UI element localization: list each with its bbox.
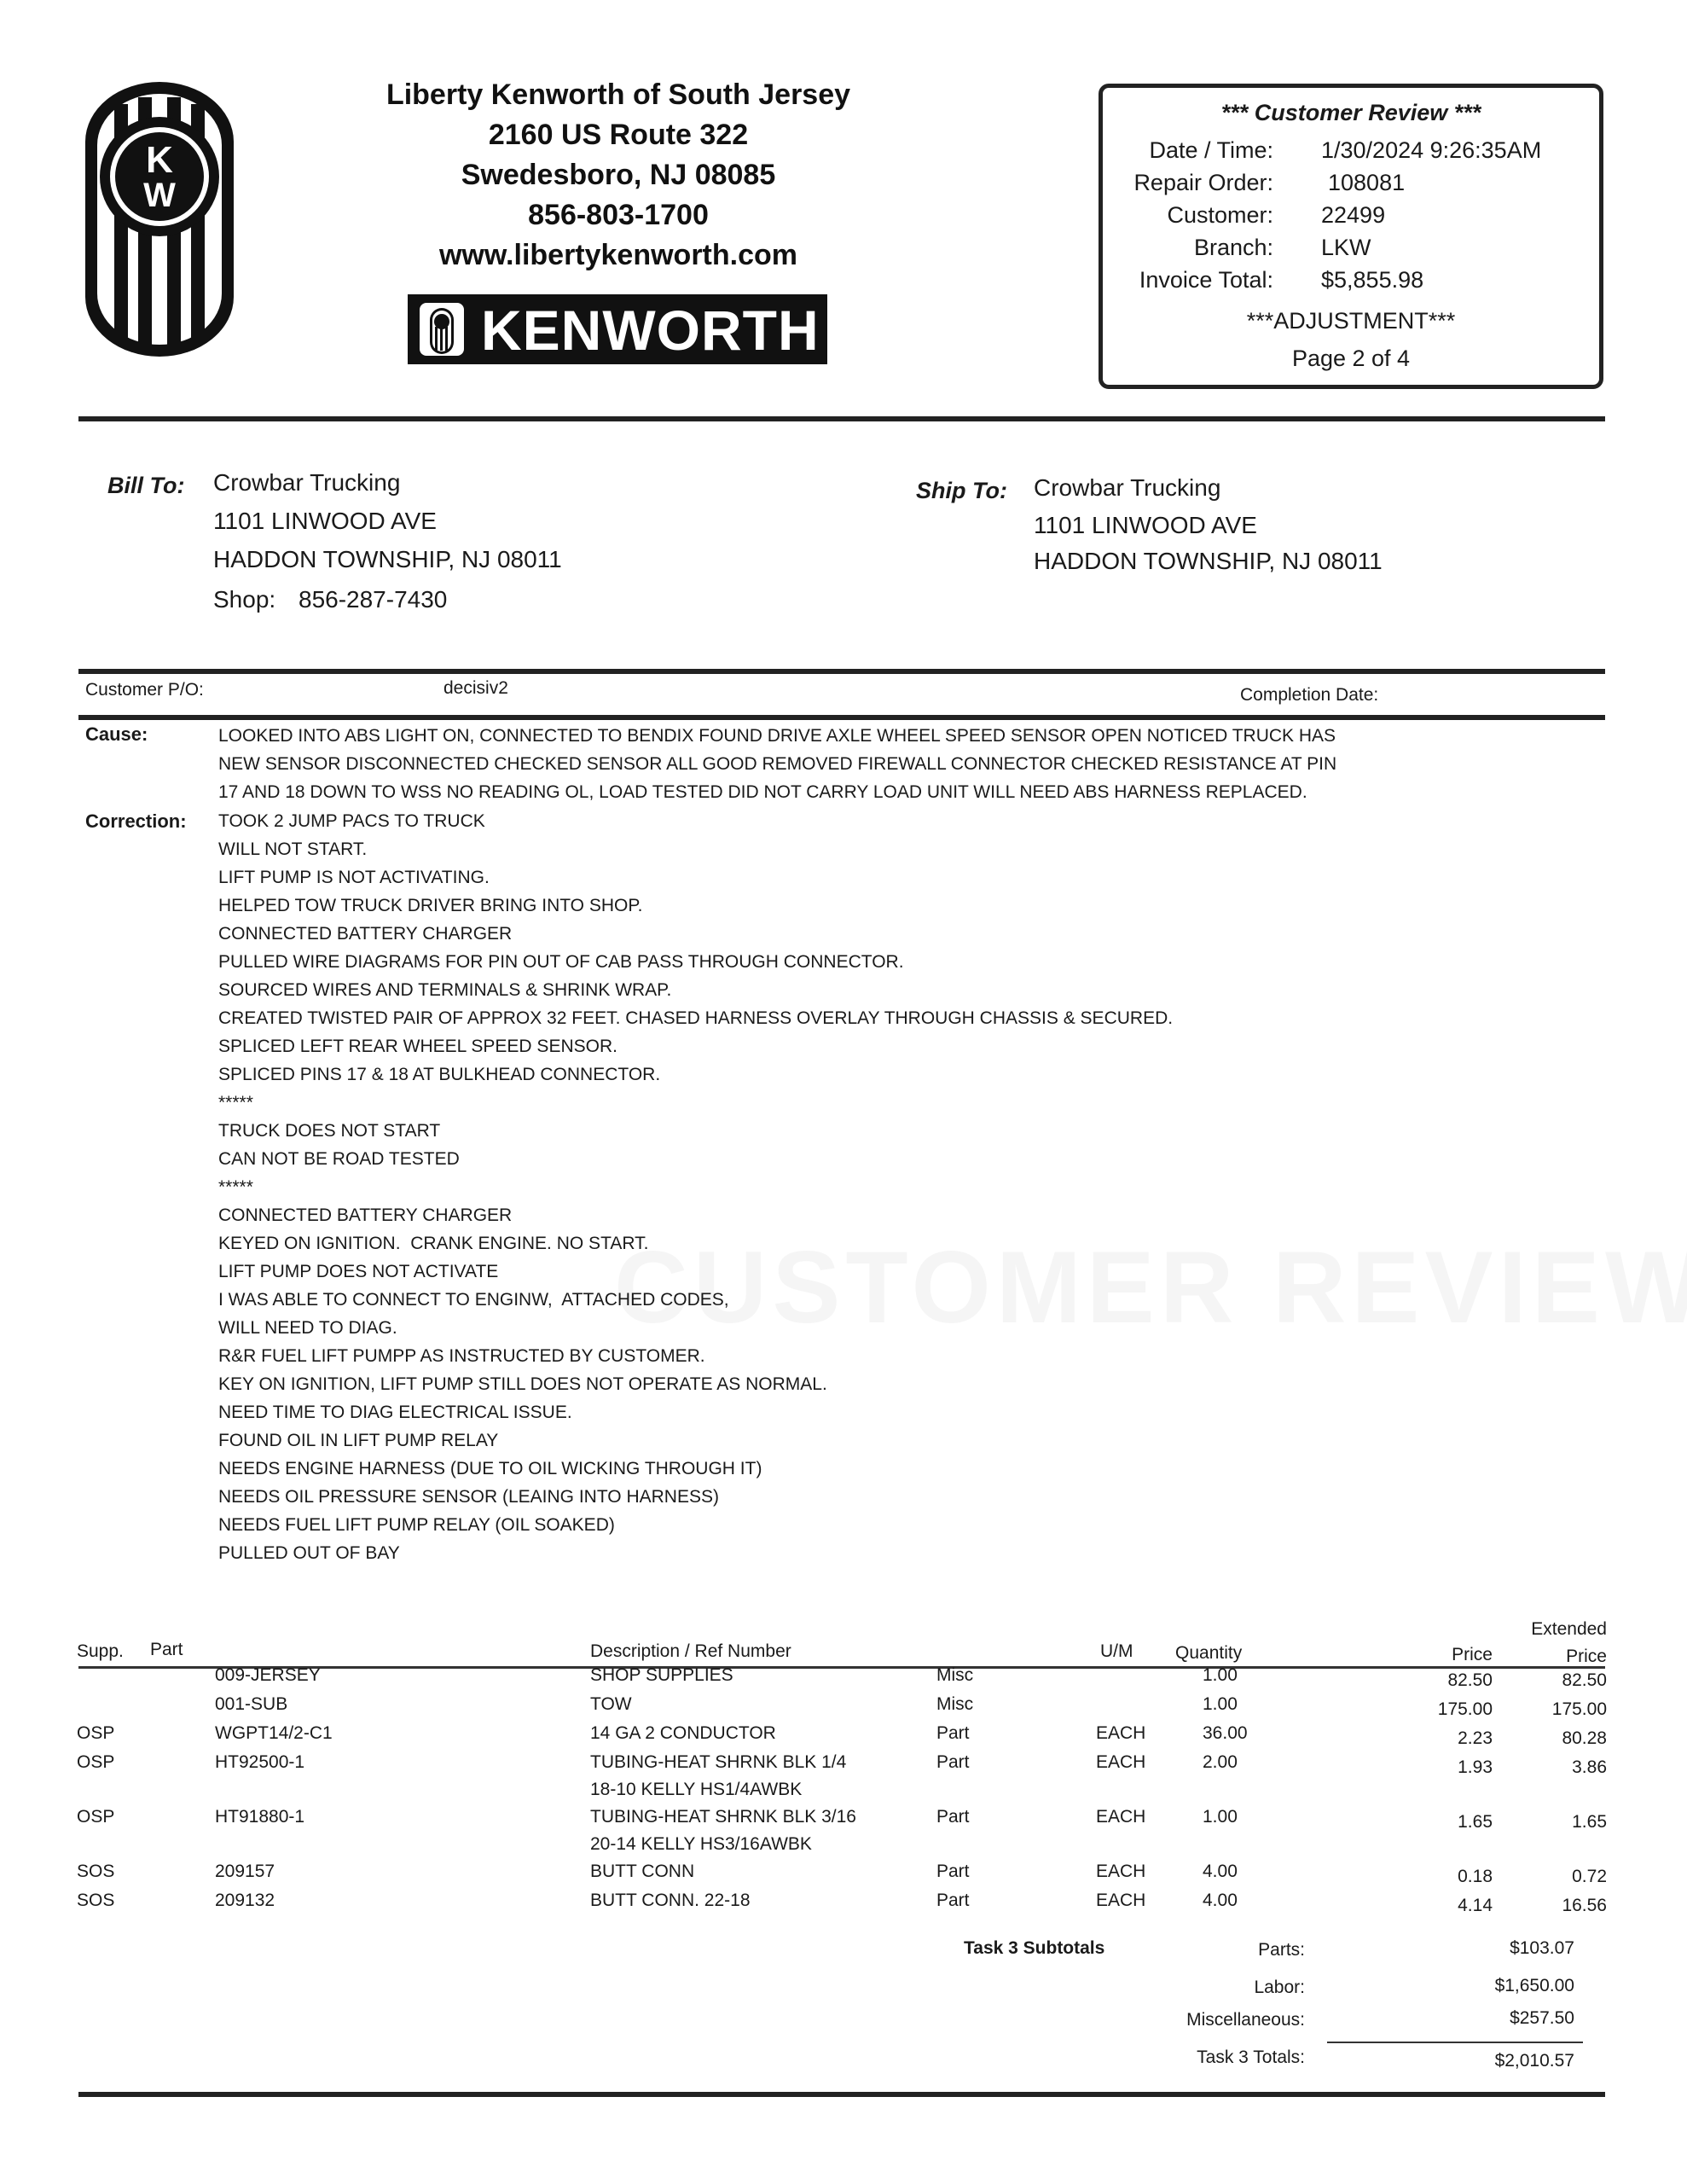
note-line: NEW SENSOR DISCONNECTED CHECKED SENSOR ALL GOOD REMOVED FIREWALL CONNECTOR CHECKED RESISTANCE AT PIN (218, 754, 1337, 774)
cell-type: Part (936, 1862, 970, 1881)
dealer-website[interactable]: www.libertykenworth.com (438, 239, 798, 271)
note-line: CONNECTED BATTERY CHARGER (218, 1205, 513, 1225)
bill-to-shop-label: Shop: (213, 586, 276, 613)
cell-type: Part (936, 1752, 970, 1772)
review-row-date (1103, 137, 1599, 168)
cell-qty: 1.00 (1203, 1665, 1238, 1685)
adjustment-label: ***ADJUSTMENT*** (1246, 308, 1456, 334)
review-title: *** Customer Review *** (1220, 100, 1481, 125)
cell-desc: TOW (590, 1694, 632, 1714)
po-bar-top-rule (78, 669, 1605, 674)
review-label: Repair Order: (1133, 170, 1273, 195)
col-header-extended: Extended (1531, 1619, 1607, 1639)
kenworth-small-emblem-icon (418, 301, 466, 357)
note-line: NEED TIME TO DIAG ELECTRICAL ISSUE. (218, 1403, 572, 1422)
cell-qty: 4.00 (1203, 1891, 1238, 1910)
cell-ext: 3.86 (1572, 1757, 1607, 1777)
task-total-value: $2,010.57 (1494, 2051, 1574, 2071)
cell-type: Misc (936, 1665, 974, 1685)
review-value: $5,855.98 (1321, 267, 1424, 293)
review-row-repair-order (1103, 170, 1599, 200)
correction-label: Correction: (85, 810, 187, 832)
cell-price: 2.23 (1458, 1728, 1493, 1748)
note-line: SPLICED LEFT REAR WHEEL SPEED SENSOR. (218, 1037, 617, 1056)
dealer-city: Swedesboro, NJ 08085 (461, 159, 776, 191)
review-value: 22499 (1321, 202, 1386, 228)
dealer-address: 2160 US Route 322 (488, 119, 749, 151)
logo-letter-w: W (143, 177, 176, 214)
bill-to-street: 1101 LINWOOD AVE (213, 508, 437, 534)
note-line: I WAS ABLE TO CONNECT TO ENGINW, ATTACHED CODES, (218, 1290, 729, 1310)
cell-price: 0.18 (1458, 1867, 1493, 1886)
col-header-price: Price (1452, 1645, 1493, 1664)
note-line: WILL NOT START. (218, 839, 368, 859)
cell-price: 1.65 (1458, 1812, 1493, 1832)
note-line: SPLICED PINS 17 & 18 AT BULKHEAD CONNECTOR. (218, 1065, 661, 1084)
cell-desc: BUTT CONN (590, 1862, 695, 1881)
review-value: 1/30/2024 9:26:35AM (1321, 137, 1542, 163)
review-label: Date / Time: (1149, 137, 1273, 163)
note-line: ***** (218, 1177, 253, 1197)
dealer-info (324, 75, 913, 276)
cell-qty: 4.00 (1203, 1862, 1238, 1881)
cell-part: 001-SUB (215, 1694, 288, 1714)
parts-subtotal-label: Parts: (1258, 1940, 1305, 1960)
dealer-name: Liberty Kenworth of South Jersey (386, 78, 851, 111)
note-line: FOUND OIL IN LIFT PUMP RELAY (218, 1431, 499, 1450)
cell-desc: 14 GA 2 CONDUCTOR (590, 1723, 776, 1743)
page-indicator: Page 2 of 4 (1291, 346, 1411, 371)
review-row-invoice-total (1103, 267, 1599, 298)
note-line: WILL NEED TO DIAG. (218, 1318, 397, 1338)
parts-subtotal-value: $103.07 (1510, 1938, 1574, 1958)
cell-supp: OSP (77, 1807, 115, 1827)
review-label: Customer: (1167, 202, 1273, 228)
totals-rule (1327, 2042, 1583, 2043)
cell-part: 009-JERSEY (215, 1665, 321, 1685)
note-line: KEY ON IGNITION, LIFT PUMP STILL DOES NOT OPERATE AS NORMAL. (218, 1374, 827, 1394)
cell-ext: 0.72 (1572, 1867, 1607, 1886)
customer-po-label: Customer P/O: (85, 680, 204, 700)
note-line: TRUCK DOES NOT START (218, 1121, 441, 1141)
note-line: PULLED WIRE DIAGRAMS FOR PIN OUT OF CAB PASS THROUGH CONNECTOR. (218, 952, 904, 972)
review-value: 108081 (1328, 170, 1406, 195)
ship-to-name: Crowbar Trucking (1034, 474, 1221, 501)
note-line: CONNECTED BATTERY CHARGER (218, 924, 513, 944)
cell-qty: 36.00 (1203, 1723, 1248, 1743)
note-line: KEYED ON IGNITION. CRANK ENGINE. NO START. (218, 1234, 649, 1253)
customer-review-watermark (614, 1228, 1687, 1346)
cell-part: WGPT14/2-C1 (215, 1723, 333, 1743)
note-line: ***** (218, 1093, 253, 1112)
cell-part: HT92500-1 (215, 1752, 305, 1772)
note-line: CAN NOT BE ROAD TESTED (218, 1149, 460, 1169)
note-line: HELPED TOW TRUCK DRIVER BRING INTO SHOP. (218, 896, 643, 915)
completion-date-label: Completion Date: (1240, 685, 1379, 705)
cell-price: 82.50 (1447, 1670, 1493, 1690)
cell-qty: 1.00 (1203, 1694, 1238, 1714)
note-line: NEEDS OIL PRESSURE SENSOR (LEAING INTO HARNESS) (218, 1487, 719, 1507)
note-line: R&R FUEL LIFT PUMPP AS INSTRUCTED BY CUSTOMER. (218, 1346, 705, 1366)
cell-um: EACH (1096, 1723, 1146, 1743)
col-header-part: Part (150, 1640, 183, 1659)
cell-ext: 82.50 (1562, 1670, 1607, 1690)
misc-subtotal-value: $257.50 (1510, 2008, 1574, 2028)
col-header-um: U/M (1100, 1641, 1133, 1661)
kenworth-wordmark: KENWORTH (481, 299, 820, 362)
cell-type: Misc (936, 1694, 974, 1714)
po-bar-bottom-rule (78, 715, 1605, 720)
cell-desc: TUBING-HEAT SHRNK BLK 1/4 (590, 1752, 847, 1772)
cell-price: 175.00 (1437, 1699, 1493, 1719)
ship-to-street: 1101 LINWOOD AVE (1034, 512, 1257, 538)
note-line: PULLED OUT OF BAY (218, 1543, 400, 1563)
note-line: 17 AND 18 DOWN TO WSS NO READING OL, LOAD TESTED DID NOT CARRY LOAD UNIT WILL NEED ABS HARNESS REPLACED. (218, 782, 1307, 802)
cell-ext: 175.00 (1551, 1699, 1607, 1719)
customer-review-box (1099, 84, 1603, 389)
col-header-description: Description / Ref Number (590, 1641, 791, 1661)
note-line: NEEDS ENGINE HARNESS (DUE TO OIL WICKING THROUGH IT) (218, 1459, 762, 1478)
cell-price: 4.14 (1458, 1896, 1493, 1915)
kenworth-banner (408, 294, 827, 364)
footer-divider (78, 2092, 1605, 2097)
cell-type: Part (936, 1807, 970, 1827)
cell-supp: SOS (77, 1862, 115, 1881)
cell-um: EACH (1096, 1891, 1146, 1910)
bill-to-label: Bill To: (107, 473, 185, 498)
labor-subtotal-value: $1,650.00 (1494, 1976, 1574, 1995)
cell-ext: 80.28 (1562, 1728, 1607, 1748)
cell-price: 1.93 (1458, 1757, 1493, 1777)
subtotals-title: Task 3 Subtotals (964, 1938, 1105, 1958)
note-line: LOOKED INTO ABS LIGHT ON, CONNECTED TO BENDIX FOUND DRIVE AXLE WHEEL SPEED SENSOR OPEN NOTICED TRUCK HAS (218, 726, 1336, 746)
kenworth-emblem-logo (78, 78, 241, 360)
task-total-label: Task 3 Totals: (1197, 2048, 1305, 2067)
cell-part: 209132 (215, 1891, 275, 1910)
note-line: NEEDS FUEL LIFT PUMP RELAY (OIL SOAKED) (218, 1515, 615, 1535)
review-row-branch (1103, 235, 1599, 265)
note-line: LIFT PUMP DOES NOT ACTIVATE (218, 1262, 499, 1281)
cell-um: EACH (1096, 1752, 1146, 1772)
cell-ext: 1.65 (1572, 1812, 1607, 1832)
cell-ref-number: 18-10 KELLY HS1/4AWBK (590, 1780, 803, 1799)
misc-subtotal-label: Miscellaneous: (1186, 2010, 1305, 2030)
note-line: CREATED TWISTED PAIR OF APPROX 32 FEET. CHASED HARNESS OVERLAY THROUGH CHASSIS & SECURED. (218, 1008, 1174, 1028)
cell-supp: OSP (77, 1752, 115, 1772)
note-line: LIFT PUMP IS NOT ACTIVATING. (218, 868, 490, 887)
cell-desc: BUTT CONN. 22-18 (590, 1891, 751, 1910)
review-label: Invoice Total: (1139, 267, 1273, 293)
dealer-phone: 856-803-1700 (528, 199, 709, 231)
bill-to-name: Crowbar Trucking (213, 469, 401, 496)
cell-um: EACH (1096, 1807, 1146, 1827)
cell-type: Part (936, 1723, 970, 1743)
review-label: Branch: (1193, 235, 1273, 260)
ship-to-label: Ship To: (916, 478, 1007, 503)
logo-letter-k: K (146, 139, 173, 181)
header-divider (78, 416, 1605, 421)
bill-to-city: HADDON TOWNSHIP, NJ 08011 (213, 546, 562, 572)
col-header-extended-price: Price (1566, 1647, 1607, 1666)
cell-desc: SHOP SUPPLIES (590, 1665, 733, 1685)
cell-supp: OSP (77, 1723, 115, 1743)
cell-part: 209157 (215, 1862, 275, 1881)
labor-subtotal-label: Labor: (1254, 1978, 1305, 1997)
cell-ext: 16.56 (1562, 1896, 1607, 1915)
ship-to-city: HADDON TOWNSHIP, NJ 08011 (1034, 548, 1383, 574)
cell-qty: 2.00 (1203, 1752, 1238, 1772)
cell-part: HT91880-1 (215, 1807, 305, 1827)
note-line: SOURCED WIRES AND TERMINALS & SHRINK WRAP. (218, 980, 672, 1000)
review-value: LKW (1321, 235, 1371, 260)
cell-type: Part (936, 1891, 970, 1910)
cell-desc: TUBING-HEAT SHRNK BLK 3/16 (590, 1807, 856, 1827)
cell-um: EACH (1096, 1862, 1146, 1881)
col-header-supp: Supp. (77, 1641, 124, 1661)
col-header-quantity: Quantity (1175, 1643, 1243, 1663)
cell-ref-number: 20-14 KELLY HS3/16AWBK (590, 1834, 812, 1854)
cause-label: Cause: (85, 723, 148, 745)
customer-po-value: decisiv2 (443, 678, 508, 698)
bill-to-shop-phone: 856-287-7430 (299, 586, 448, 613)
cell-qty: 1.00 (1203, 1807, 1238, 1827)
cell-supp: SOS (77, 1891, 115, 1910)
review-row-customer (1103, 202, 1599, 233)
note-line: TOOK 2 JUMP PACS TO TRUCK (218, 811, 485, 831)
